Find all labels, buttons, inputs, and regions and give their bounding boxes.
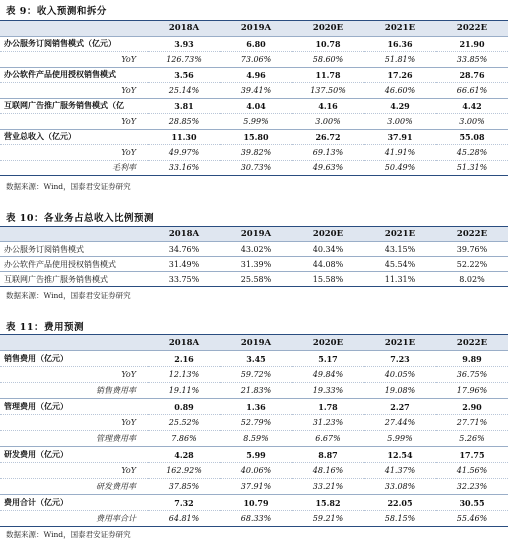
- cell-value: 21.83%: [220, 383, 292, 399]
- cell-value: 8.02%: [436, 272, 508, 287]
- cell-value: 4.28: [148, 447, 220, 463]
- row-label: 毛利率: [0, 160, 148, 176]
- cell-value: 0.89: [148, 399, 220, 415]
- header-year: 2021E: [364, 335, 436, 351]
- cell-value: 49.84%: [292, 367, 364, 383]
- cell-value: 3.00%: [436, 114, 508, 130]
- cell-value: 31.49%: [148, 257, 220, 272]
- cell-value: 33.08%: [364, 479, 436, 495]
- table11-title: 表 11：费用预测: [6, 322, 85, 333]
- cell-value: 33.85%: [436, 52, 508, 68]
- cell-value: 40.05%: [364, 367, 436, 383]
- cell-value: 15.82: [292, 495, 364, 511]
- table-row: [0, 463, 508, 479]
- cell-value: 33.75%: [148, 272, 220, 287]
- cell-value: 30.73%: [220, 160, 292, 176]
- table-row: [0, 479, 508, 495]
- row-label: 办公软件产品使用授权销售模式: [0, 257, 148, 272]
- cell-value: 58.15%: [364, 511, 436, 527]
- cell-value: 39.76%: [436, 242, 508, 257]
- header-year: 2022E: [436, 21, 508, 37]
- cell-value: 19.33%: [292, 383, 364, 399]
- table-row: [0, 415, 508, 431]
- cell-value: 5.99%: [364, 431, 436, 447]
- cell-value: 11.30: [148, 129, 220, 145]
- cell-value: 3.45: [220, 351, 292, 367]
- cell-value: 41.37%: [364, 463, 436, 479]
- cell-value: 45.28%: [436, 145, 508, 161]
- row-label: 互联网广告推广服务销售模式: [0, 272, 148, 287]
- cell-value: 8.59%: [220, 431, 292, 447]
- cell-value: 27.44%: [364, 415, 436, 431]
- cell-value: 137.50%: [292, 83, 364, 99]
- header-row: [0, 21, 508, 37]
- cell-value: 4.96: [220, 67, 292, 83]
- cell-value: 49.63%: [292, 160, 364, 176]
- row-label: 费用率合计: [0, 511, 148, 527]
- header-year: 2021E: [364, 227, 436, 242]
- table-row: [0, 67, 508, 83]
- cell-value: 11.31%: [364, 272, 436, 287]
- row-label: YoY: [0, 415, 148, 431]
- cell-value: 12.13%: [148, 367, 220, 383]
- table-row: [0, 272, 508, 287]
- row-label: YoY: [0, 145, 148, 161]
- cell-value: 10.79: [220, 495, 292, 511]
- cell-value: 50.49%: [364, 160, 436, 176]
- cell-value: 4.04: [220, 98, 292, 114]
- revenue-forecast-table: [0, 20, 508, 176]
- cell-value: 2.90: [436, 399, 508, 415]
- cell-value: 43.15%: [364, 242, 436, 257]
- cell-value: 45.54%: [364, 257, 436, 272]
- cell-value: 59.72%: [220, 367, 292, 383]
- cell-value: 37.91: [364, 129, 436, 145]
- cell-value: 15.80: [220, 129, 292, 145]
- cell-value: 19.08%: [364, 383, 436, 399]
- cell-value: 39.82%: [220, 145, 292, 161]
- header-corner: [0, 227, 148, 242]
- header-year: 2022E: [436, 227, 508, 242]
- cell-value: 7.86%: [148, 431, 220, 447]
- header-year: 2018A: [148, 227, 220, 242]
- table-row: [0, 52, 508, 68]
- cell-value: 21.90: [436, 36, 508, 52]
- cell-value: 12.54: [364, 447, 436, 463]
- cell-value: 3.00%: [292, 114, 364, 130]
- cell-value: 66.61%: [436, 83, 508, 99]
- cell-value: 44.08%: [292, 257, 364, 272]
- cell-value: 48.16%: [292, 463, 364, 479]
- cell-value: 11.78: [292, 67, 364, 83]
- header-year: 2020E: [292, 227, 364, 242]
- table10-source: 数据来源：Wind，国泰君安证券研究: [6, 291, 131, 300]
- header-year: 2022E: [436, 335, 508, 351]
- cell-value: 7.32: [148, 495, 220, 511]
- header-year: 2021E: [364, 21, 436, 37]
- table-row: [0, 160, 508, 176]
- cell-value: 51.31%: [436, 160, 508, 176]
- expense-forecast-table: [0, 334, 508, 527]
- cell-value: 27.71%: [436, 415, 508, 431]
- cell-value: 5.99: [220, 447, 292, 463]
- cell-value: 33.16%: [148, 160, 220, 176]
- row-label: 营业总收入（亿元）: [0, 129, 148, 145]
- table-row: [0, 495, 508, 511]
- cell-value: 3.56: [148, 67, 220, 83]
- header-year: 2018A: [148, 335, 220, 351]
- cell-value: 17.75: [436, 447, 508, 463]
- table-row: [0, 367, 508, 383]
- cell-value: 33.21%: [292, 479, 364, 495]
- cell-value: 26.72: [292, 129, 364, 145]
- row-label: 办公软件产品使用授权销售模式: [0, 67, 148, 83]
- cell-value: 41.56%: [436, 463, 508, 479]
- cell-value: 25.58%: [220, 272, 292, 287]
- cell-value: 17.26: [364, 67, 436, 83]
- cell-value: 3.93: [148, 36, 220, 52]
- cell-value: 1.78: [292, 399, 364, 415]
- cell-value: 36.75%: [436, 367, 508, 383]
- table-row: [0, 511, 508, 527]
- row-label: 销售费用（亿元）: [0, 351, 148, 367]
- cell-value: 16.36: [364, 36, 436, 52]
- row-label: YoY: [0, 463, 148, 479]
- cell-value: 64.81%: [148, 511, 220, 527]
- row-label: 研发费用（亿元）: [0, 447, 148, 463]
- cell-value: 9.89: [436, 351, 508, 367]
- cell-value: 5.17: [292, 351, 364, 367]
- header-year: 2019A: [220, 21, 292, 37]
- table-row: [0, 36, 508, 52]
- cell-value: 22.05: [364, 495, 436, 511]
- table-row: [0, 83, 508, 99]
- table-row: [0, 447, 508, 463]
- cell-value: 28.76: [436, 67, 508, 83]
- cell-value: 68.33%: [220, 511, 292, 527]
- cell-value: 15.58%: [292, 272, 364, 287]
- table9-source: 数据来源：Wind，国泰君安证券研究: [6, 182, 131, 191]
- row-label: 办公服务订阅销售模式: [0, 242, 148, 257]
- table-row: [0, 431, 508, 447]
- cell-value: 31.23%: [292, 415, 364, 431]
- header-row: [0, 335, 508, 351]
- cell-value: 55.46%: [436, 511, 508, 527]
- cell-value: 55.08: [436, 129, 508, 145]
- cell-value: 2.27: [364, 399, 436, 415]
- cell-value: 162.92%: [148, 463, 220, 479]
- cell-value: 34.76%: [148, 242, 220, 257]
- table-row: [0, 351, 508, 367]
- cell-value: 28.85%: [148, 114, 220, 130]
- cell-value: 40.34%: [292, 242, 364, 257]
- cell-value: 41.91%: [364, 145, 436, 161]
- table-row: [0, 129, 508, 145]
- cell-value: 25.14%: [148, 83, 220, 99]
- row-label: 管理费用率: [0, 431, 148, 447]
- cell-value: 58.60%: [292, 52, 364, 68]
- header-year: 2020E: [292, 21, 364, 37]
- cell-value: 40.06%: [220, 463, 292, 479]
- table-row: [0, 114, 508, 130]
- row-label: YoY: [0, 83, 148, 99]
- table-row: [0, 399, 508, 415]
- cell-value: 52.22%: [436, 257, 508, 272]
- cell-value: 46.60%: [364, 83, 436, 99]
- table10-title: 表 10：各业务占总收入比例预测: [6, 213, 155, 224]
- cell-value: 49.97%: [148, 145, 220, 161]
- cell-value: 5.26%: [436, 431, 508, 447]
- cell-value: 8.87: [292, 447, 364, 463]
- row-label: 销售费用率: [0, 383, 148, 399]
- cell-value: 39.41%: [220, 83, 292, 99]
- cell-value: 3.00%: [364, 114, 436, 130]
- business-share-table: [0, 226, 508, 287]
- header-corner: [0, 21, 148, 37]
- row-label: 互联网广告推广服务销售模式（亿: [0, 98, 148, 114]
- cell-value: 59.21%: [292, 511, 364, 527]
- header-year: 2019A: [220, 227, 292, 242]
- cell-value: 25.52%: [148, 415, 220, 431]
- cell-value: 1.36: [220, 399, 292, 415]
- cell-value: 69.13%: [292, 145, 364, 161]
- cell-value: 30.55: [436, 495, 508, 511]
- cell-value: 19.11%: [148, 383, 220, 399]
- cell-value: 43.02%: [220, 242, 292, 257]
- table11-source: 数据来源：Wind，国泰君安证券研究: [6, 530, 131, 539]
- cell-value: 6.80: [220, 36, 292, 52]
- cell-value: 4.16: [292, 98, 364, 114]
- cell-value: 4.42: [436, 98, 508, 114]
- cell-value: 4.29: [364, 98, 436, 114]
- cell-value: 5.99%: [220, 114, 292, 130]
- cell-value: 32.23%: [436, 479, 508, 495]
- row-label: YoY: [0, 114, 148, 130]
- cell-value: 37.85%: [148, 479, 220, 495]
- cell-value: 52.79%: [220, 415, 292, 431]
- cell-value: 51.81%: [364, 52, 436, 68]
- header-year: 2019A: [220, 335, 292, 351]
- cell-value: 2.16: [148, 351, 220, 367]
- cell-value: 3.81: [148, 98, 220, 114]
- header-year: 2020E: [292, 335, 364, 351]
- row-label: 研发费用率: [0, 479, 148, 495]
- cell-value: 6.67%: [292, 431, 364, 447]
- cell-value: 126.73%: [148, 52, 220, 68]
- table-row: [0, 242, 508, 257]
- cell-value: 31.39%: [220, 257, 292, 272]
- cell-value: 73.06%: [220, 52, 292, 68]
- row-label: YoY: [0, 52, 148, 68]
- cell-value: 10.78: [292, 36, 364, 52]
- table-row: [0, 98, 508, 114]
- cell-value: 37.91%: [220, 479, 292, 495]
- row-label: 费用合计（亿元）: [0, 495, 148, 511]
- header-year: 2018A: [148, 21, 220, 37]
- row-label: 办公服务订阅销售模式（亿元）: [0, 36, 148, 52]
- row-label: YoY: [0, 367, 148, 383]
- table-row: [0, 383, 508, 399]
- cell-value: 17.96%: [436, 383, 508, 399]
- header-corner: [0, 335, 148, 351]
- row-label: 管理费用（亿元）: [0, 399, 148, 415]
- table9-title: 表 9：收入预测和拆分: [6, 6, 107, 17]
- table-row: [0, 257, 508, 272]
- cell-value: 7.23: [364, 351, 436, 367]
- table-row: [0, 145, 508, 161]
- header-row: [0, 227, 508, 242]
